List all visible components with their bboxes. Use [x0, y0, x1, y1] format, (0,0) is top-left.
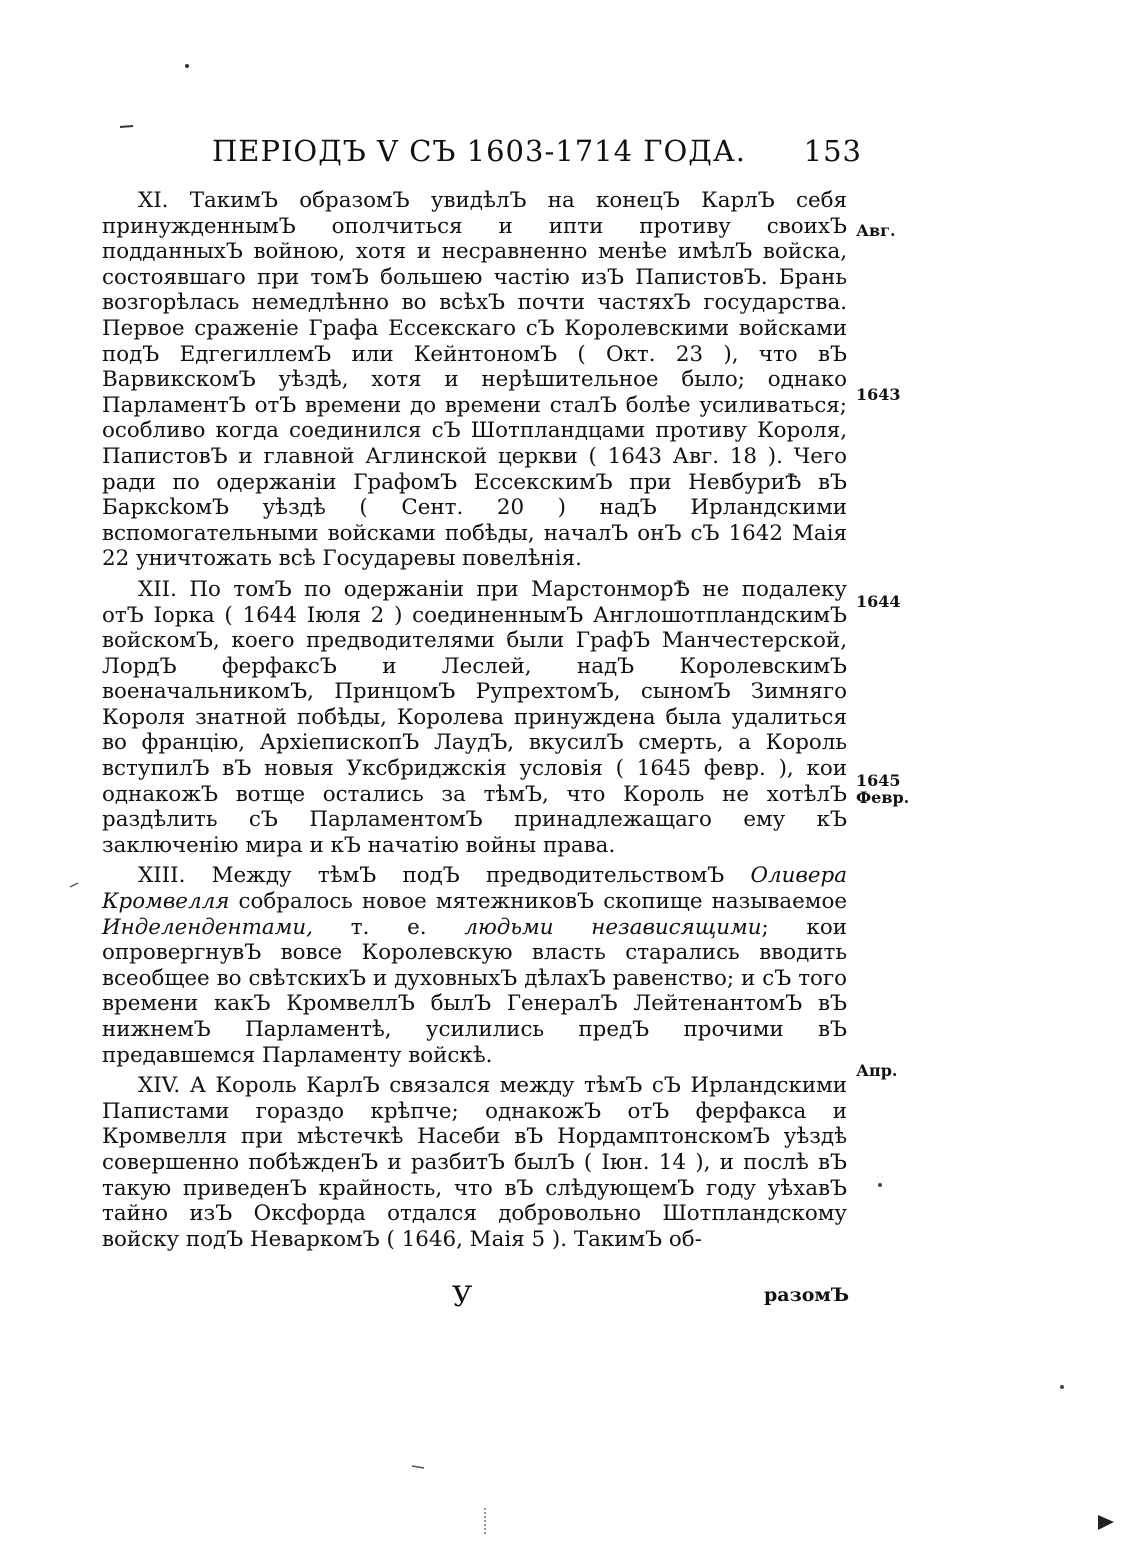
paragraph-text: XI. ТакимЪ образомЪ увидѣлЪ на конецЪ КарлЪ себя принужденнымЪ ополчиться и ипти противу своихЪ подданныхЪ войною, хотя и несравненно менѣе имѣлЪ войска, состоявшаго при томЪ большею частію изЪ ПапистовЪ. Брань возгорѣлась немедлѣнно во всѣхЪ почти частяхЪ государства. Первое сраженіе Графа Ессекскаго сЪ Королевскими войсками подЪ ЕдгегиллемЪ или КейнтономЪ ( Окт. 23 ), что вЪ ВарвикскомЪ уѣздѣ, хотя и нерѣшительное было; однако ПарламентЪ отЪ времени до времени сталЪ болѣе усиливаться; особливо когда соединился сЪ Шотпландцами противу Короля, ПапистовЪ и главной Аглинской церкви ( 1643 Авг. 18 ). Чего ради по одержаніи ГрафомЪ ЕссекскимЪ при НевбуриѢ вЪ БарксkомЪ уѣздѣ ( Сент. 20 ) надЪ Ирландскими вспомогательными войсками побѣды, началЪ онЪ сЪ 1642 Маія 22 уничтожать всѣ Государевы повелѣнія.: [102, 188, 847, 572]
speck: [1098, 1515, 1114, 1530]
running-title: ПЕРІОДЪ V СЪ 1603-1714 ГОДА.: [212, 134, 746, 168]
speck: [412, 1466, 424, 1468]
margin-note-aug: Авг.: [856, 221, 896, 240]
italic-term: Инделендентами,: [102, 914, 313, 940]
margin-note-1645: 1645 Февр.: [856, 771, 910, 807]
speck: [1060, 1385, 1064, 1389]
catchword: разомЪ: [764, 1284, 850, 1306]
page-number: 153: [803, 134, 862, 168]
paragraph-text: XIII. Между тѣмЪ подЪ предводительствомЪ: [138, 863, 751, 889]
signature-mark: У: [452, 1280, 473, 1313]
paragraph-text: XII. По томЪ по одержаніи при МарстонморѢ не подалеку отЪ Іорка ( 1644 Іюля 2 ) соединеннымЪ АнглошотпландскимЪ войскомЪ, коего предводителями были ГрафЪ Манчестерской, ЛордЪ ферфаксЪ и Леслей, надЪ КоролевскимЪ военачальникомЪ, ПринцомЪ РупрехтомЪ, сыномЪ Зимняго Короля знатной побѣды, Королева принуждена была удалиться во францію, АрхіепископЪ ЛаудЪ, вкусилЪ смерть, а Король вступилЪ вЪ новыя Уксбриджскія условія ( 1645 февр. ), кои однакожЪ вотще остались за тѣмЪ, что Король не хотѣлЪ раздѣлить сЪ ПарламентомЪ принадлежащаго ему кЪ заключенію мира и кЪ начатію войны права.: [102, 576, 847, 858]
paragraph-text: ; кои опровергнувЪ вовсе Королевскую власть старались вводить всеобщее во свѣтскихЪ и духовныхЪ дѣлахЪ равенство; и сЪ того времени какЪ КромвеллЪ былЪ ГенералЪ ЛейтенантомЪ вЪ нижнемЪ Парламентѣ, усилились предЪ прочими вЪ предавшемся Парламенту войскѣ.: [102, 914, 848, 1068]
speck: [120, 126, 133, 127]
italic-gloss: людьми независящими: [464, 914, 762, 940]
margin-note-1643: 1643: [856, 385, 901, 404]
speck: [70, 883, 78, 887]
speck: [185, 64, 189, 68]
italic-name: Оливера Кромвелля: [102, 863, 847, 915]
margin-note-apr: Апр.: [856, 1061, 898, 1080]
paragraph-text: XIV. А Король КарлЪ связался между тѣмЪ сЪ Ирландскими Папистами гораздо крѣпче; однакожЪ отЪ ферфакса и Кромвелля при мѣстечкѣ Насеби вЪ НордамптонскомЪ уѣздѣ совершенно побѣжденЪ и разбитЪ былЪ ( Іюн. 14 ), и послѣ вЪ такую приведенЪ крайность, что вЪ слѣдующемЪ году уѣхавЪ тайно изЪ Оксфорда отдался добровольно Шотпландскому войску подЪ НеваркомЪ ( 1646, Маія 5 ). ТакимЪ об-: [102, 1073, 847, 1252]
paragraph-text: т. е.: [312, 914, 465, 940]
speck: [878, 1183, 882, 1187]
paragraph-text: собралось новое мятежниковЪ скопище называемое: [229, 889, 847, 915]
margin-note-1644: 1644: [856, 592, 901, 611]
